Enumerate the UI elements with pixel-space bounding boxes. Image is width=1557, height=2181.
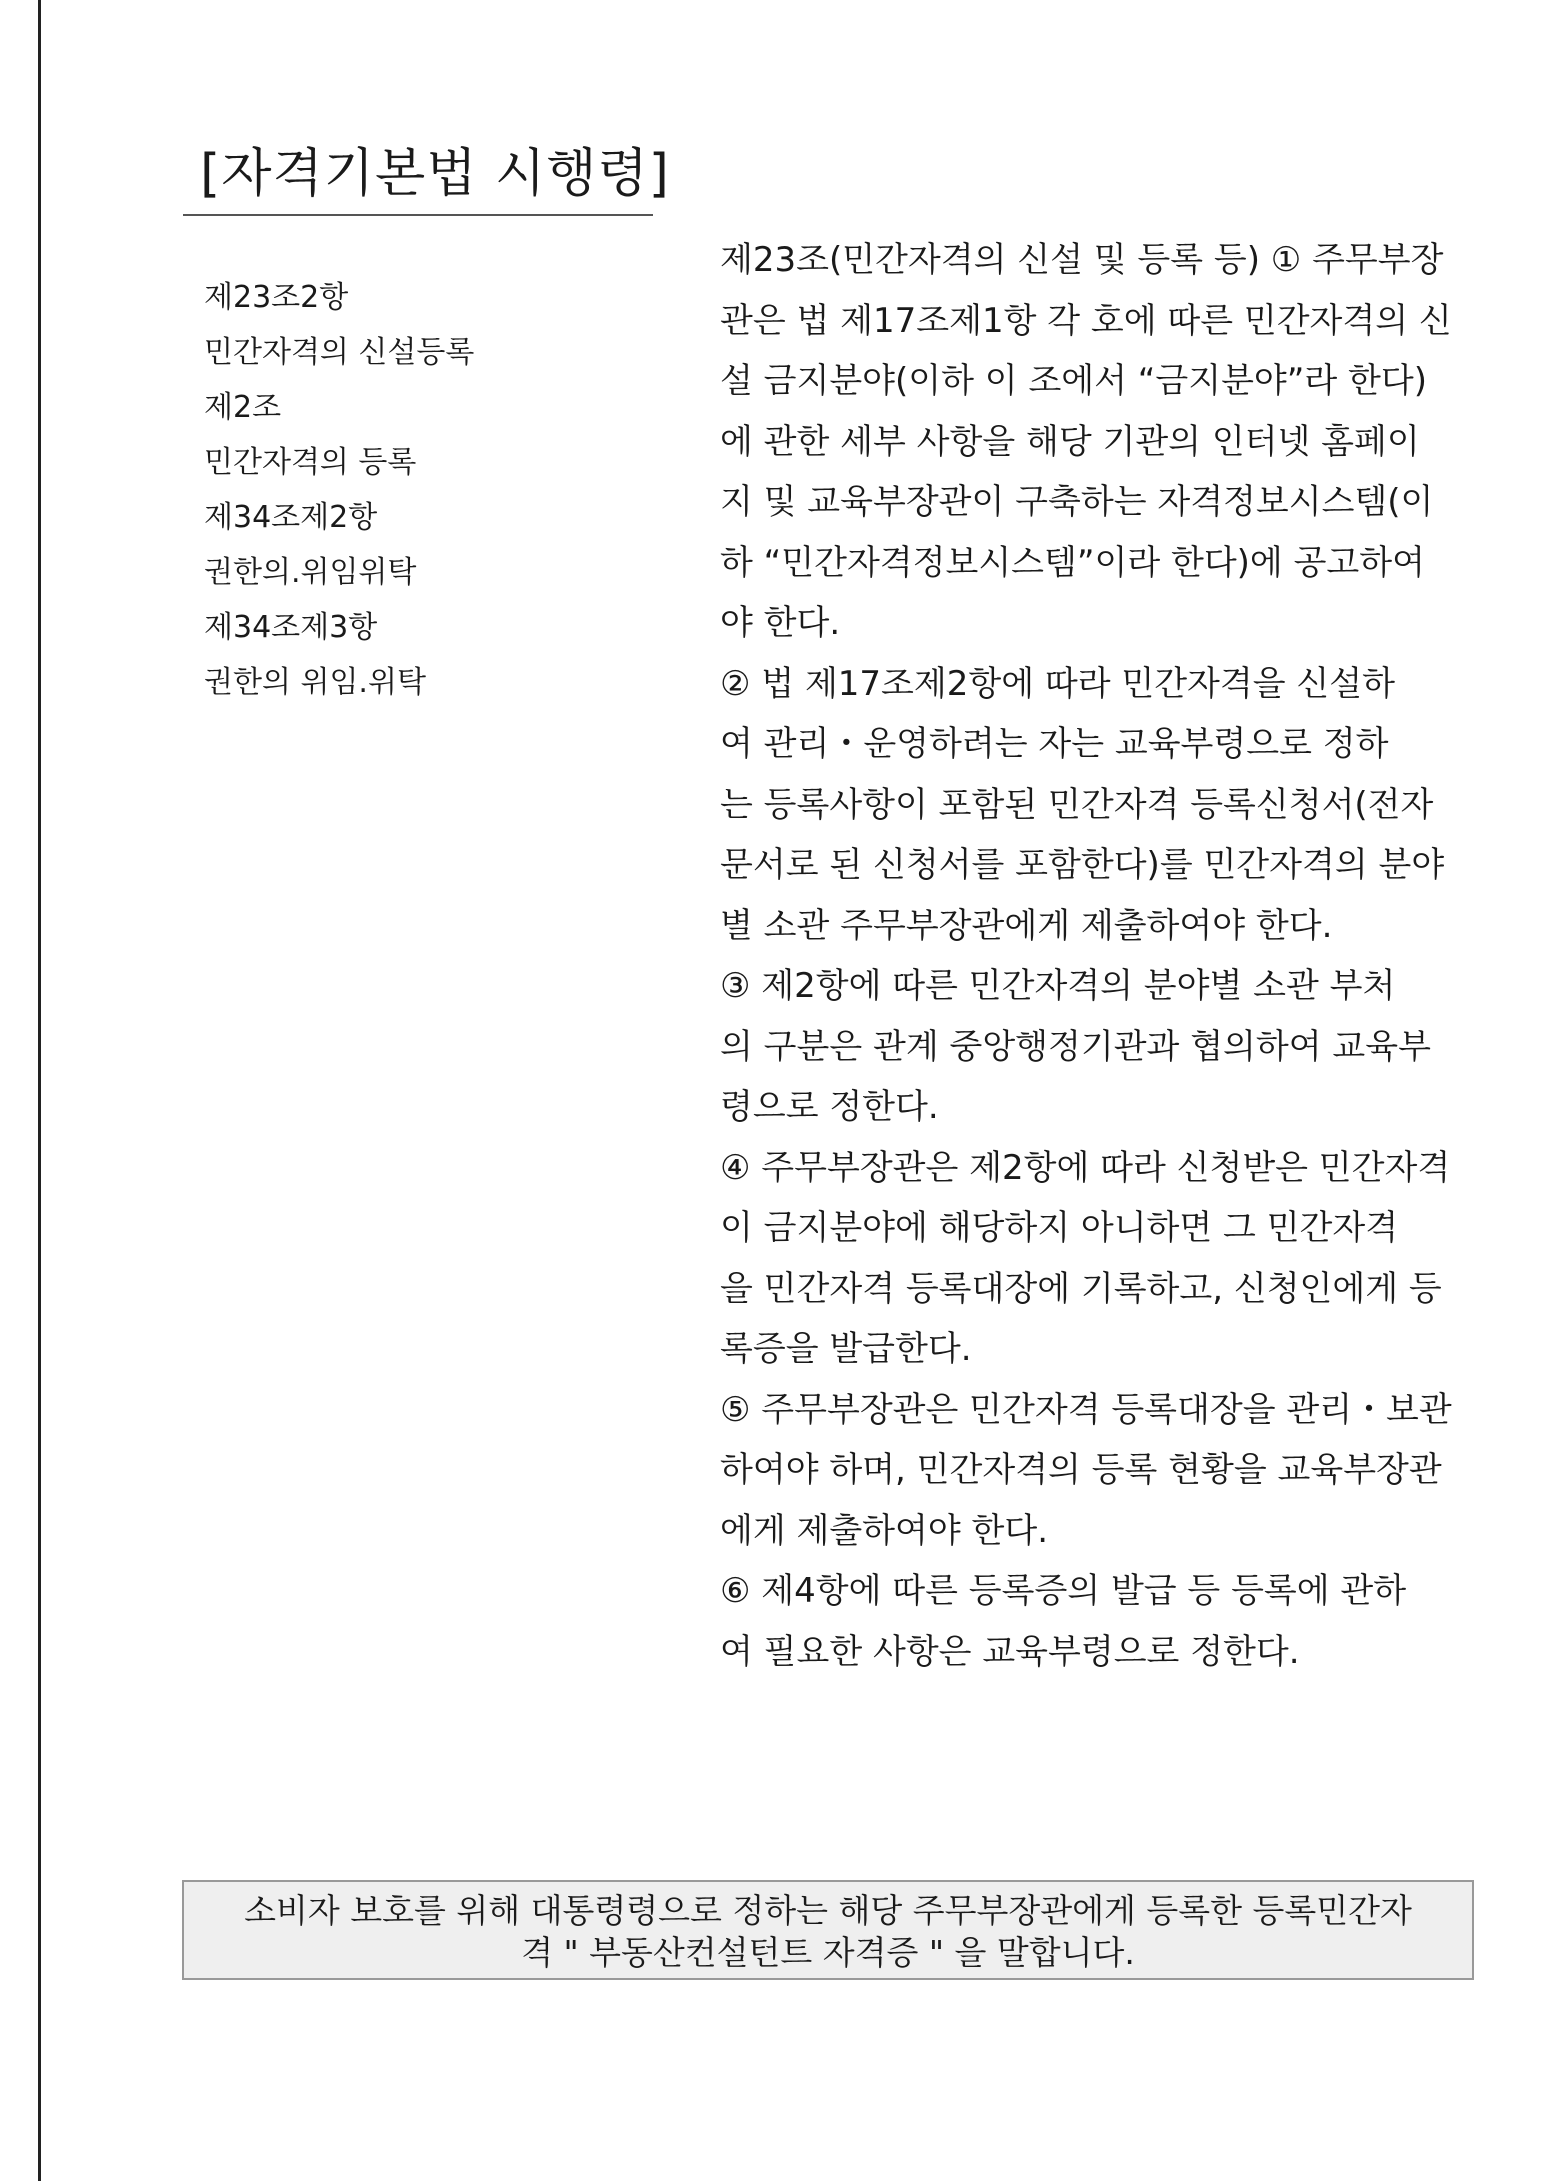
article-line: 별 소관 주무부장관에게 제출하여야 한다. bbox=[720, 905, 1333, 946]
document-title: [자격기본법 시행령] bbox=[200, 144, 670, 204]
article-line: 에 관한 세부 사항을 해당 기관의 인터넷 홈페이 bbox=[720, 421, 1420, 462]
article-line: ② 법 제17조제2항에 따라 민간자격을 신설하 bbox=[720, 663, 1395, 704]
notice-line: 격 " 부동산컨설턴트 자격증 " 을 말합니다. bbox=[521, 1933, 1135, 1972]
reference-item: 제34조제3항 bbox=[204, 610, 378, 645]
reference-item: 제23조2항 bbox=[204, 280, 349, 315]
article-line: ⑤ 주무부장관은 민간자격 등록대장을 관리・보관 bbox=[720, 1389, 1452, 1430]
article-line: ⑥ 제4항에 따른 등록증의 발급 등 등록에 관하 bbox=[720, 1571, 1407, 1611]
article-line: 설 금지분야(이하 이 조에서 “금지분야”라 한다) bbox=[720, 361, 1427, 401]
reference-item: 민간자격의 신설등록 bbox=[204, 335, 475, 370]
article-line: 는 등록사항이 포함된 민간자격 등록신청서(전자 bbox=[720, 784, 1434, 825]
article-line: 이 금지분야에 해당하지 아니하면 그 민간자격 bbox=[720, 1208, 1399, 1248]
notice-box bbox=[182, 1880, 1474, 1980]
reference-item: 권한의 위임.위탁 bbox=[204, 665, 426, 700]
article-line: 에게 제출하여야 한다. bbox=[720, 1510, 1049, 1551]
article-line: 지 및 교육부장관이 구축하는 자격정보시스템(이 bbox=[720, 482, 1434, 522]
article-23-text bbox=[720, 230, 1480, 1682]
article-line: 록증을 발급한다. bbox=[720, 1329, 972, 1369]
article-line: 의 구분은 관계 중앙행정기관과 협의하여 교육부 bbox=[720, 1026, 1431, 1067]
article-line: 령으로 정한다. bbox=[720, 1087, 939, 1127]
article-line: 관은 법 제17조제1항 각 호에 따른 민간자격의 신 bbox=[720, 300, 1452, 341]
reference-item: 민간자격의 등록 bbox=[204, 445, 417, 480]
article-line: 하 “민간자격정보시스템”이라 한다)에 공고하여 bbox=[720, 542, 1425, 583]
reference-item: 제2조 bbox=[204, 390, 282, 425]
article-line: 야 한다. bbox=[720, 603, 841, 643]
article-line: 여 관리・운영하려는 자는 교육부령으로 정하 bbox=[720, 724, 1389, 764]
reference-item: 제34조제2항 bbox=[204, 500, 378, 535]
title-underline bbox=[183, 214, 653, 216]
article-line: 문서로 된 신청서를 포함한다)를 민간자격의 분야 bbox=[720, 845, 1445, 885]
article-line: ③ 제2항에 따른 민간자격의 분야별 소관 부처 bbox=[720, 966, 1396, 1006]
article-line: 하여야 하며, 민간자격의 등록 현황을 교육부장관 bbox=[720, 1450, 1442, 1490]
reference-item: 권한의.위임위탁 bbox=[204, 555, 417, 590]
notice-line: 소비자 보호를 위해 대통령령으로 정하는 해당 주무부장관에게 등록한 등록민간자 bbox=[244, 1891, 1412, 1930]
page-left-border bbox=[38, 0, 41, 2181]
article-line: 여 필요한 사항은 교육부령으로 정한다. bbox=[720, 1631, 1300, 1672]
article-line: 제23조(민간자격의 신설 및 등록 등) ① 주무부장 bbox=[720, 240, 1444, 280]
article-line: ④ 주무부장관은 제2항에 따라 신청받은 민간자격 bbox=[720, 1147, 1451, 1188]
article-line: 을 민간자격 등록대장에 기록하고, 신청인에게 등 bbox=[720, 1268, 1442, 1309]
article-reference-list bbox=[204, 270, 474, 710]
